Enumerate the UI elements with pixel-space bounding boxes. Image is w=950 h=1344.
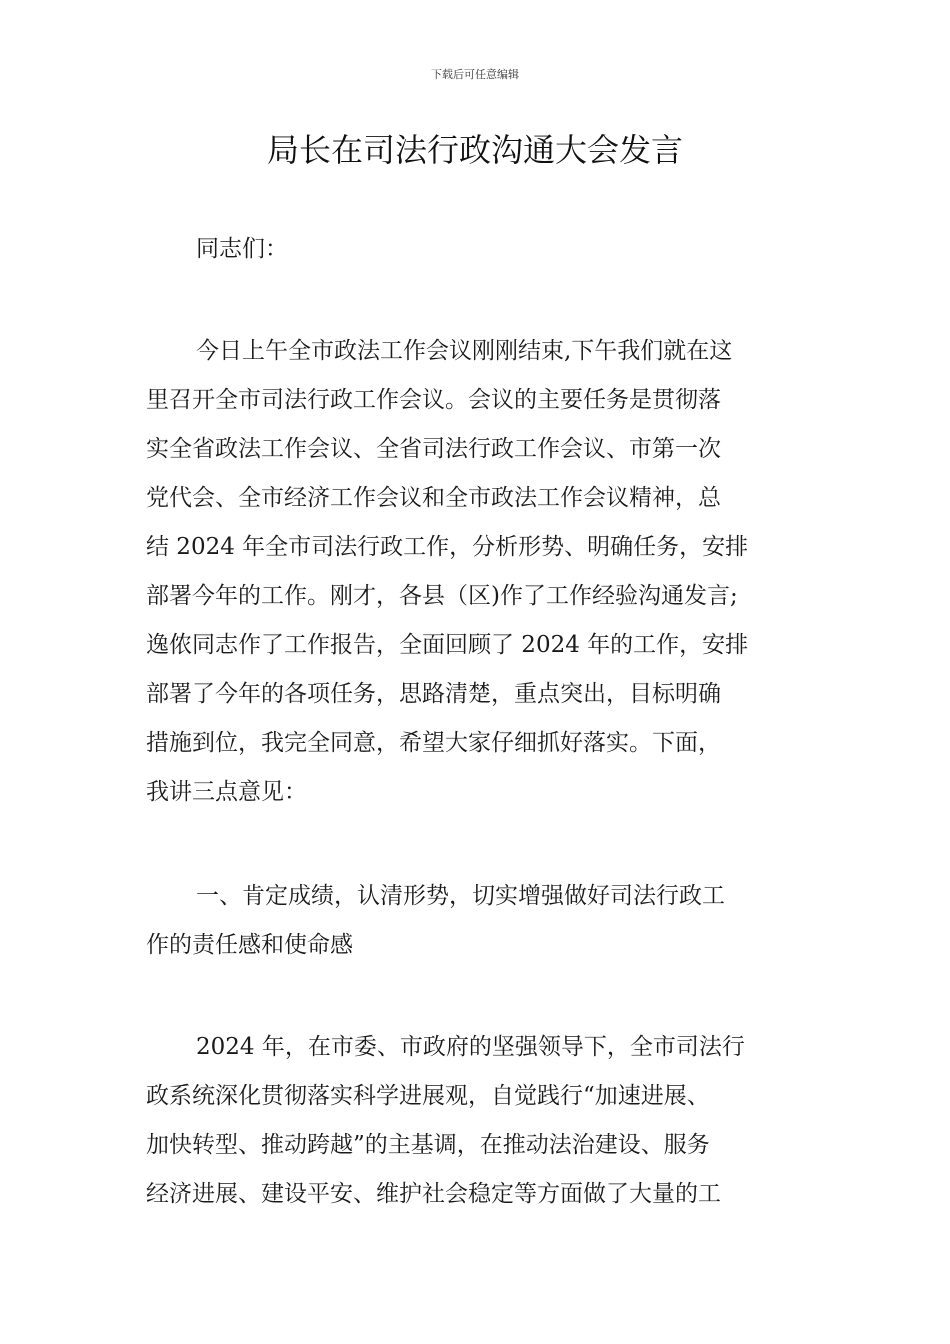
intro-line: 措施到位，我完全同意，希望大家仔细抓好落实。下面， bbox=[146, 730, 721, 756]
body-line: 2024 年，在市委、市政府的坚强领导下，全市司法行 bbox=[196, 1034, 745, 1060]
body-line: 经济进展、建设平安、维护社会稳定等方面做了大量的工 bbox=[146, 1181, 721, 1207]
intro-line: 我讲三点意见： bbox=[146, 779, 307, 805]
intro-line: 里召开全市司法行政工作会议。会议的主要任务是贯彻落 bbox=[146, 387, 721, 413]
intro-line: 部署今年的工作。刚才，各县（区)作了工作经验沟通发言; bbox=[146, 583, 738, 609]
intro-line: 今日上午全市政法工作会议刚刚结束,下午我们就在这 bbox=[196, 338, 733, 364]
intro-line: 实全省政法工作会议、全省司法行政工作会议、市第一次 bbox=[146, 436, 721, 462]
section-heading-1 bbox=[146, 872, 811, 970]
header-note: 下载后可任意编辑 bbox=[431, 68, 519, 81]
body-line: 加快转型、推动跨越”的主基调，在推动法治建设、服务 bbox=[146, 1132, 710, 1158]
intro-line: 逸侬同志作了工作报告，全面回顾了 2024 年的工作，安排 bbox=[146, 632, 749, 658]
intro-line: 部署了今年的各项任务，思路清楚，重点突出，目标明确 bbox=[146, 681, 721, 707]
greeting-line: 同志们： bbox=[196, 236, 288, 262]
body-paragraph-2 bbox=[146, 1023, 811, 1219]
greeting-paragraph bbox=[146, 225, 811, 274]
intro-line: 结 2024 年全市司法行政工作，分析形势、明确任务，安排 bbox=[146, 534, 749, 560]
intro-paragraph bbox=[146, 327, 811, 817]
section-heading-line: 一、肯定成绩，认清形势，切实增强做好司法行政工 bbox=[196, 883, 725, 909]
body-line: 政系统深化贯彻落实科学进展观，自觉践行“加速进展、 bbox=[146, 1083, 710, 1109]
section-heading-line: 作的责任感和使命感 bbox=[146, 932, 353, 958]
intro-line: 党代会、全市经济工作会议和全市政法工作会议精神，总 bbox=[146, 485, 721, 511]
document-title: 局长在司法行政沟通大会发言 bbox=[266, 131, 683, 169]
